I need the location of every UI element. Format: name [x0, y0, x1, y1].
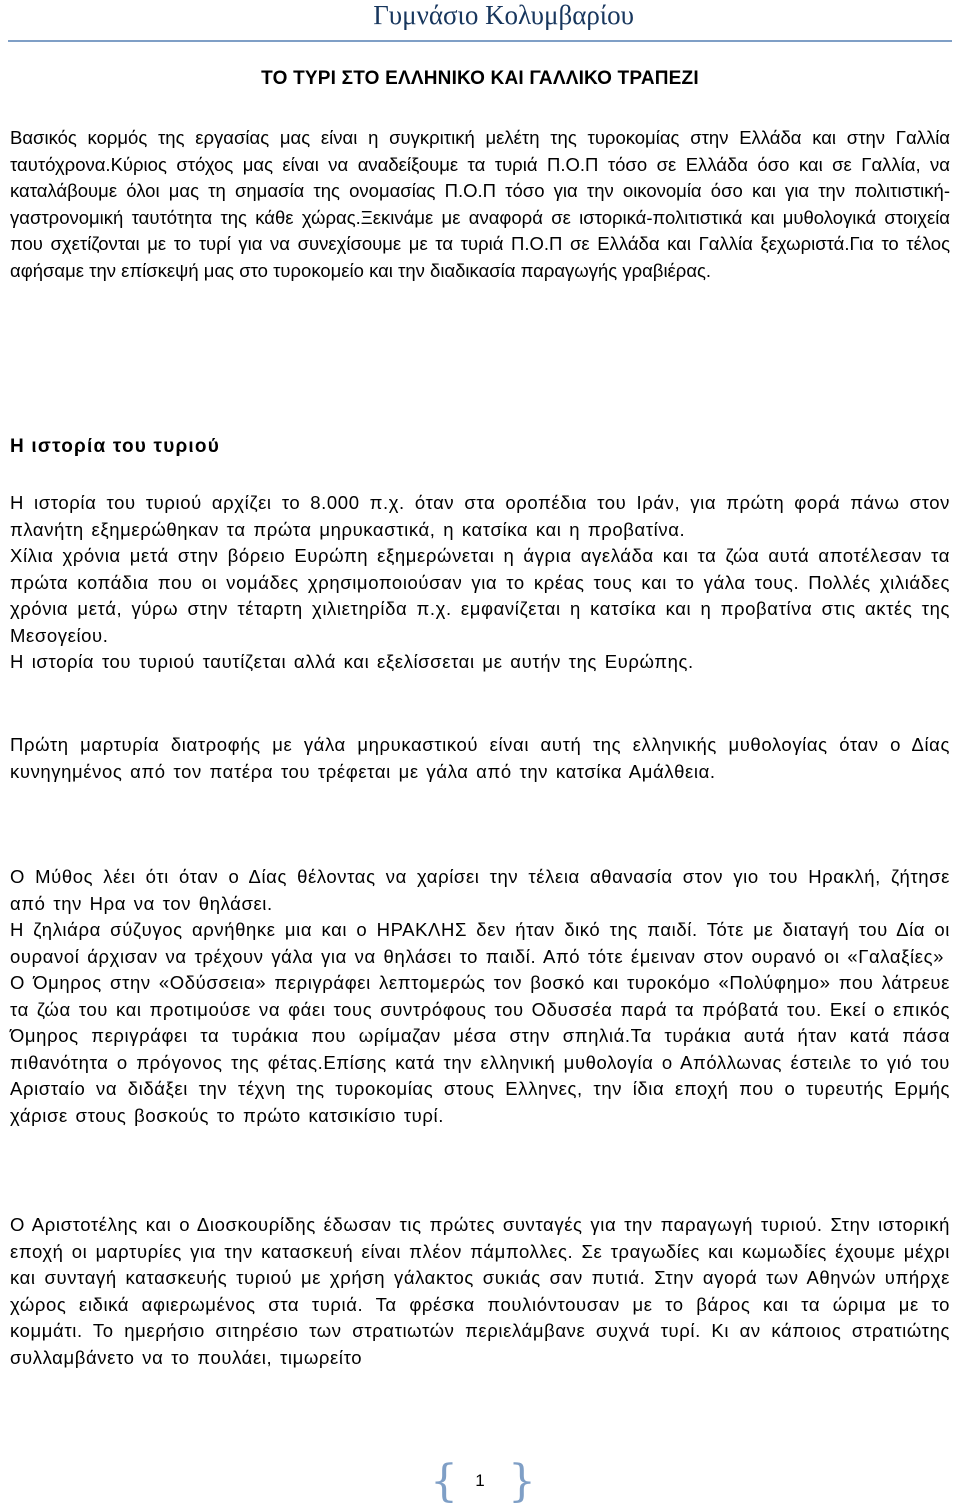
footer-right-brace: } — [508, 1456, 536, 1507]
page-number: 1 — [475, 1471, 485, 1490]
page-footer — [0, 1455, 960, 1509]
history-block — [10, 490, 950, 676]
page-header — [0, 0, 960, 40]
myth-block-1 — [10, 732, 950, 785]
header-divider — [8, 40, 952, 42]
footer-left-brace: { — [430, 1456, 458, 1507]
myth-paragraph-2c: Ο Όμηρος στην «Οδύσσεια» περιγράφει λεπτομερώς τον βοσκό και τυροκόμο «Πολύφημο» που λάτρευε τα ζώα του και προτιμούσε να φάει τους συντρόφους του Οδυσσέα παρά τα πρόβατά του. Εκεί ο επικός Όμηρος περιγράφει τα τυράκια που ωρίμαζαν μέσα στην σπηλιά.Τα τυράκια αυτά ήταν κατά πάσα πιθανότητα ο πρόγονος της φέτας.Επίσης κατά την ελληνική μυθολογία ο Απόλλωνας έστειλε το γιό του Αρισταίο να διδάξει την τέχνη της τυροκομίας στους Ελληνες, την ίδια εποχή που ο τυρευτής Ερμής χάρισε στους βοσκούς το πρώτο κατσικίσιο τυρί. — [10, 972, 950, 1126]
history-paragraph-2: Χίλια χρόνια μετά στην βόρειο Ευρώπη εξημερώνεται η άγρια αγελάδα και τα ζώα αυτά αποτέλεσαν τα πρώτα κοπάδια που οι νομάδες χρησιμοποιούσαν για το κρέας τους και το γάλα τους. Πολλές χιλιάδες χρόνια μετά, γύρω στην τέταρτη χιλιετηρίδα π.χ. εμφανίζεται η κατσίκα και η προβατίνα στις ακτές της Μεσογείου. — [10, 545, 950, 646]
history-paragraph-3: Η ιστορία του τυριού ταυτίζεται αλλά και εξελίσσεται με αυτήν της Ευρώπης. — [10, 651, 694, 672]
myth-paragraph-2a: Ο Μύθος λέει ότι όταν ο Δίας θέλοντας να χαρίσει την τέλεια αθανασία στον γιο του Ηρακλή, ζήτησε από την Ηρα να τον θηλάσει. — [10, 866, 950, 914]
intro-block — [10, 125, 950, 284]
aristotle-block — [10, 1212, 950, 1371]
document-title: ΤΟ ΤΥΡΙ ΣΤΟ ΕΛΛΗΝΙΚΟ ΚΑΙ ΓΑΛΛΙΚΟ ΤΡΑΠΕΖΙ — [261, 68, 699, 89]
section-heading-history: Η ιστορία του τυριού — [10, 436, 220, 457]
myth-paragraph-1: Πρώτη μαρτυρία διατροφής με γάλα μηρυκαστικού είναι αυτή της ελληνικής μυθολογίας όταν ο Δίας κυνηγημένος από τον πατέρα του τρέφεται με γάλα από την κατσίκα Αμάλθεια. — [10, 734, 950, 782]
intro-paragraph: Βασικός κορμός της εργασίας μας είναι η συγκριτική μελέτη της τυροκομίας στην Ελλάδα και στην Γαλλία ταυτόχρονα.Κύριος στόχος μας είναι να αναδείξουμε τα τυριά Π.Ο.Π τόσο σε Ελλάδα όσο και σε Γαλλία, να καταλάβουμε όλοι μας τη σημασία της ονομασίας Π.Ο.Π τόσο για την οικονομία όσο και για την πολιτιστική-γαστρονομική ταυτότητα της κάθε χώρας.Ξεκινάμε με αναφορά σε ιστορικά-πολιτιστικά και μυθολογικά στοιχεία που σχετίζονται με το τυρί για να συνεχίσουμε με τα τυριά Π.Ο.Π σε Ελλάδα και Γαλλία ξεχωριστά.Για το τέλος αφήσαμε την επίσκεψή μας στο τυροκομείο και την διαδικασία παραγωγής γραβιέρας. — [10, 127, 950, 281]
aristotle-paragraph: Ο Αριστοτέλης και ο Διοσκουρίδης έδωσαν τις πρώτες συνταγές για την παραγωγή τυριού. Στην ιστορική εποχή οι μαρτυρίες για την κατασκευή είναι πλέον πάμπολλες. Σε τραγωδίες και κωμωδίες έχουμε μέχρι και συνταγή κατασκευής τυριού με χρήση γάλακτος συκιάς σαν πυτιά. Στην αγορά των Αθηνών υπήρχε χώρος ειδικά αφιερωμένος στα τυριά. Τα φρέσκα πουλιόντουσαν με το βάρος και τα ώριμα με το κομμάτι. Το ημερήσιο σιτηρέσιο των στρατιωτών περιελάμβανε συχνά τυρί. Κι αν κάποιος στρατιώτης συλλαμβάνετο να το πουλάει, τιμωρείτο — [10, 1214, 950, 1368]
myth-paragraph-2b: Η ζηλιάρα σύζυγος αρνήθηκε μια και ο ΗΡΑΚΛΗΣ δεν ήταν δικό της παιδί. Τότε με διαταγή του Δία οι ουρανοί άρχισαν να τρέχουν γάλα για να θηλάσει το παιδί. Από τότε έμειναν στον ουρανό οι «Γαλαξίες» — [10, 919, 950, 967]
header-school-name: Γυμνάσιο Κολυμβαρίου — [373, 0, 634, 30]
history-paragraph-1: Η ιστορία του τυριού αρχίζει το 8.000 π.χ. όταν στα οροπέδια του Ιράν, για πρώτη φορά πάνω στον πλανήτη εξημερώθηκαν τα πρώτα μηρυκαστικά, η κατσίκα και η προβατίνα. — [10, 492, 950, 540]
myth-block-2 — [10, 864, 950, 1129]
